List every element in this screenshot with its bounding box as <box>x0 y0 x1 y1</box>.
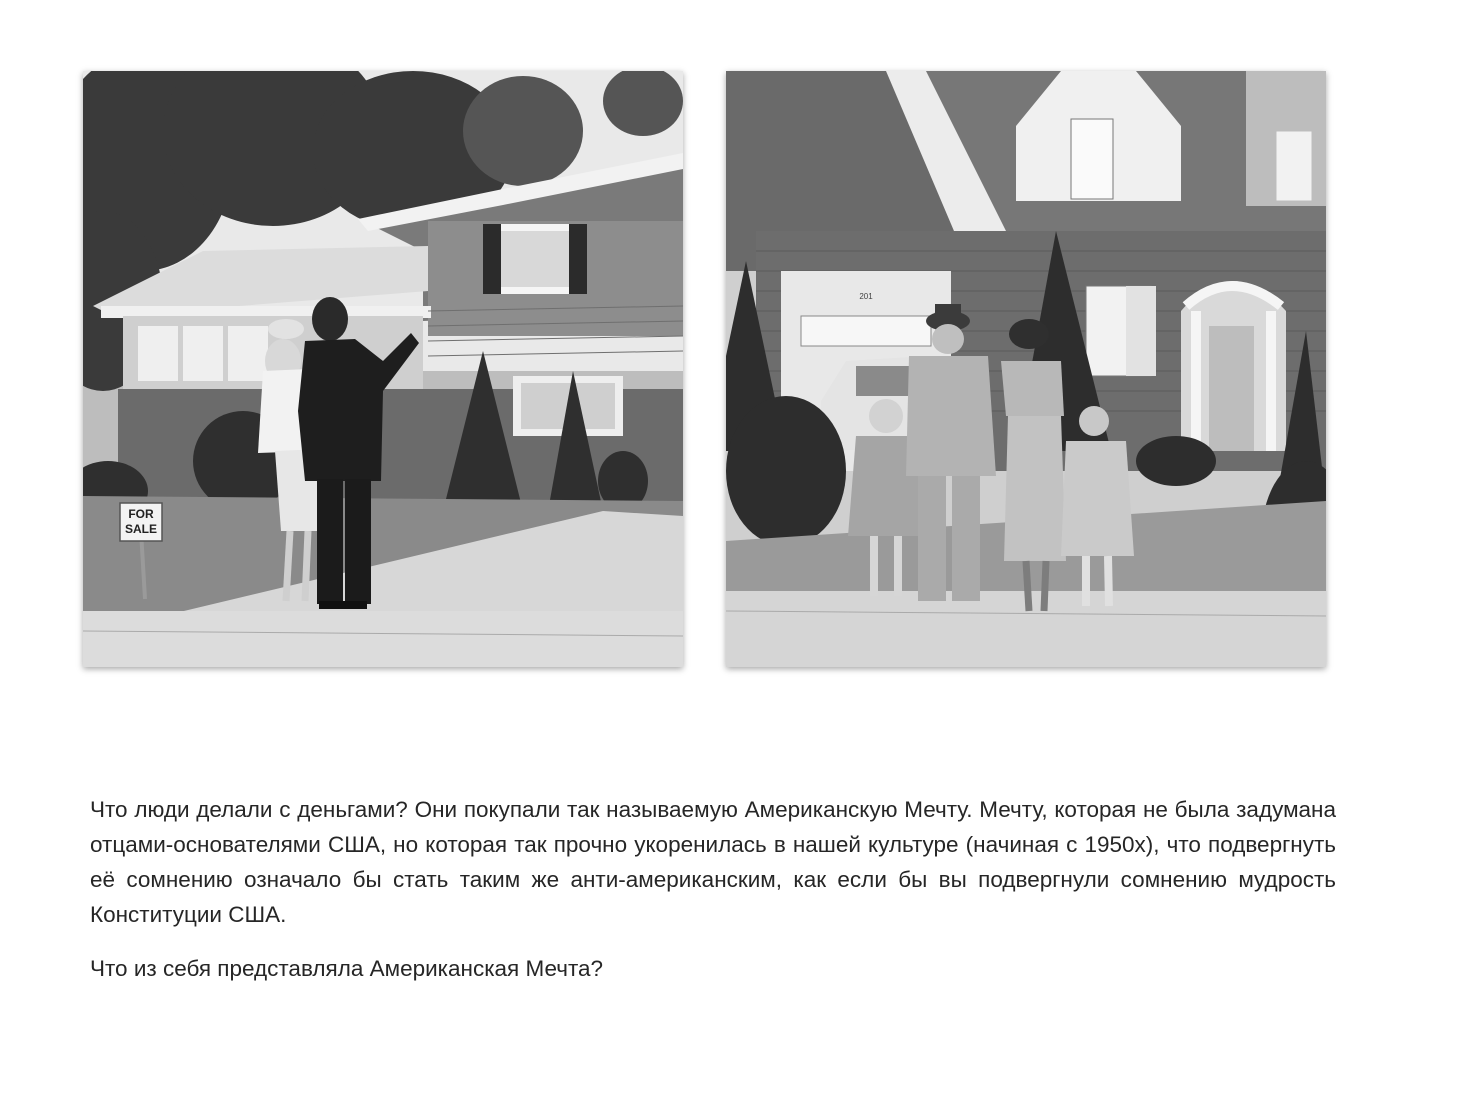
photo-couple-for-sale-illustration <box>83 71 683 667</box>
paragraph-question: Что из себя представляла Американская Мечта? <box>90 956 604 981</box>
body-text <box>90 792 1336 986</box>
photo-family-house <box>726 71 1326 667</box>
house-number: 201 <box>859 292 873 301</box>
photo-couple-for-sale <box>83 71 683 667</box>
paragraph-intro: Что люди делали с деньгами? Они покупали так называемую Американскую Мечту. Мечту, которая не была задумана отцами-основателями США, но которая так прочно укоренилась в нашей культуре (начиная с 1950х), что подвергнуть её сомнению означало бы стать таким же анти-американским, как если бы вы подвергнули сомнению мудрость Конституции США. <box>90 797 1336 927</box>
photo-family-house-illustration <box>726 71 1326 667</box>
for-sale-sign-line2: SALE <box>124 522 158 536</box>
for-sale-sign-line1: FOR <box>128 507 154 521</box>
